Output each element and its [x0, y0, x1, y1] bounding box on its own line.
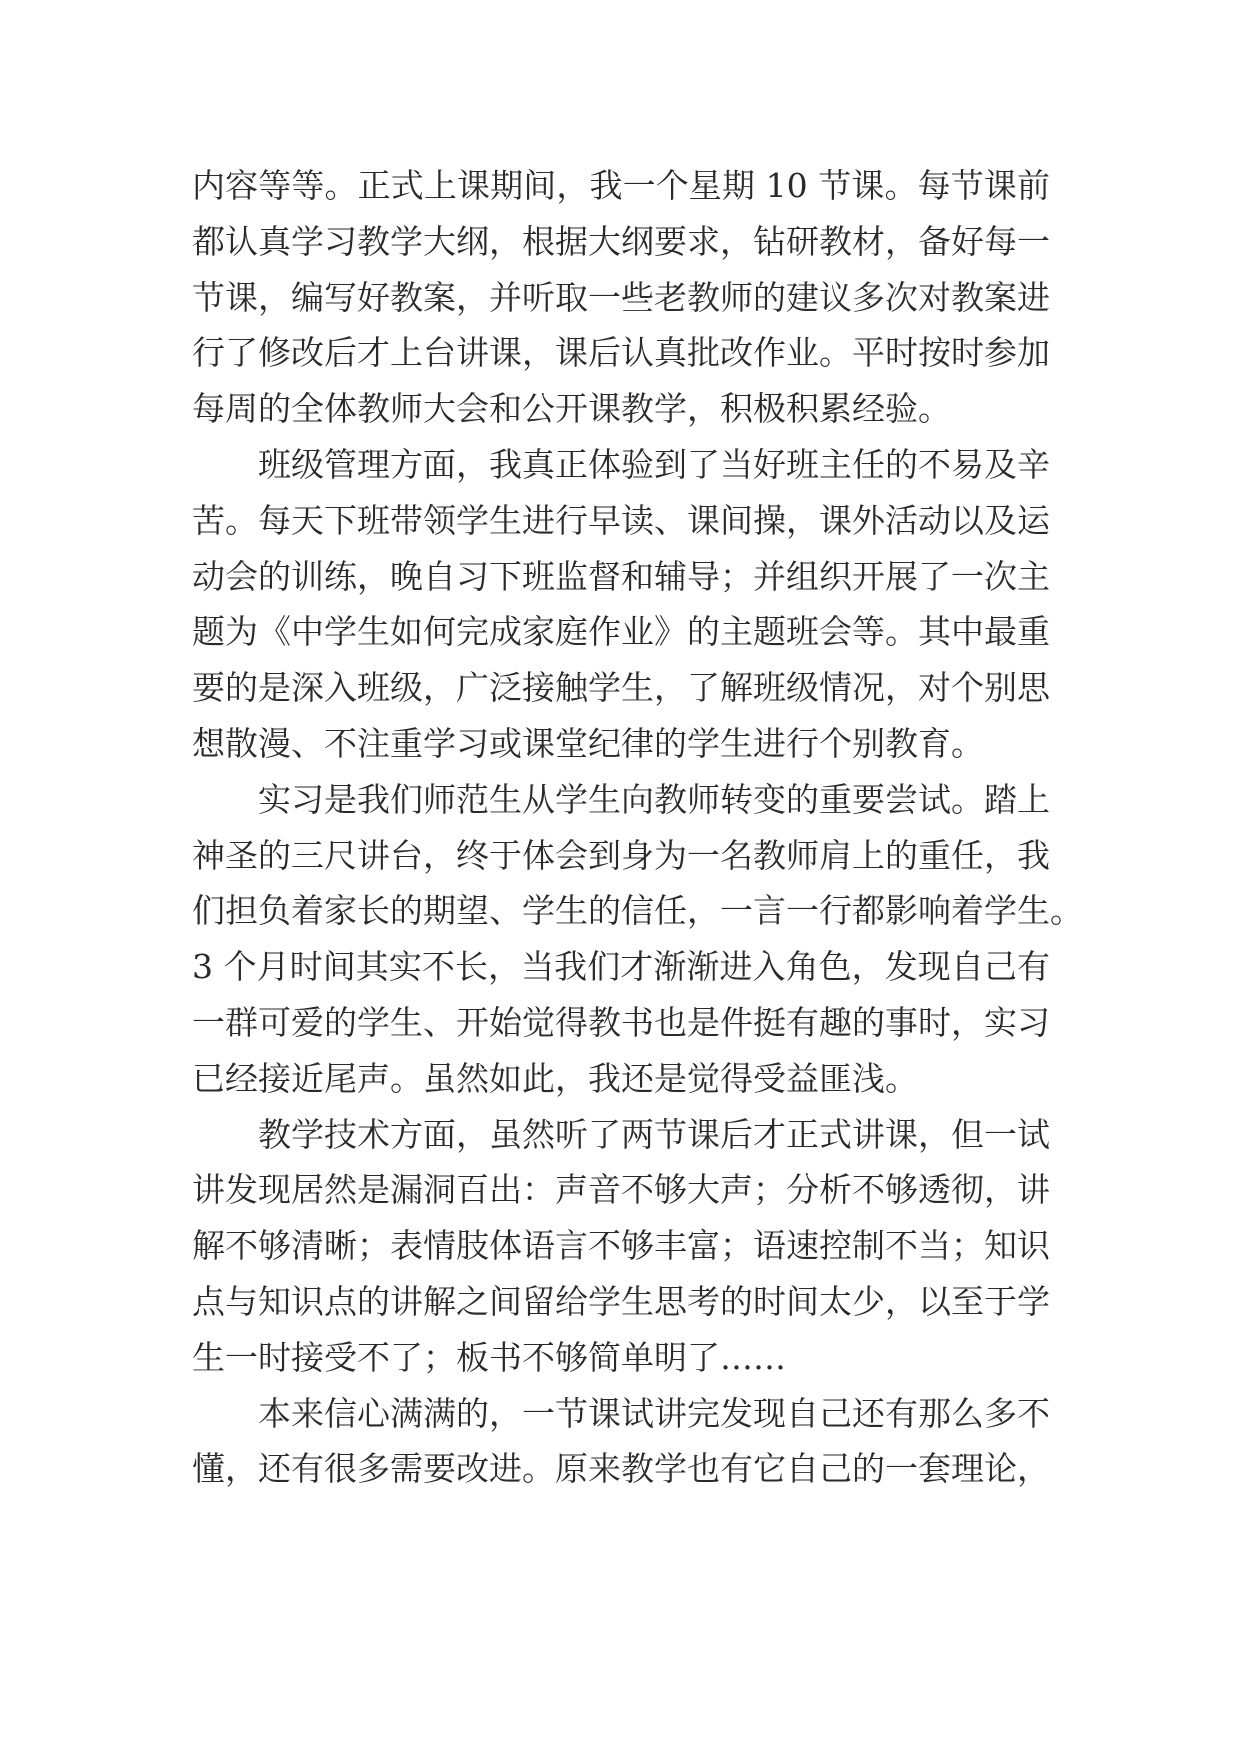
text-line: 已经接近尾声。虽然如此，我还是觉得受益匪浅。: [192, 1058, 918, 1098]
text-line: 想散漫、不注重学习或课堂纪律的学生进行个别教育。: [192, 723, 984, 763]
text-line: 每周的全体教师大会和公开课教学，积极积累经验。: [192, 389, 951, 429]
text-line: 都认真学习教学大纲，根据大纲要求，钻研教材，备好每一: [192, 221, 1050, 261]
text-line: 点与知识点的讲解之间留给学生思考的时间太少，以至于学: [192, 1281, 1050, 1321]
text-line: 3 个月时间其实不长，当我们才渐渐进入角色，发现自己有: [192, 947, 1050, 987]
text-line: 题为《中学生如何完成家庭作业》的主题班会等。其中最重: [192, 612, 1050, 652]
paragraph-first-line: 实习是我们师范生从学生向教师转变的重要尝试。踏上: [258, 779, 1050, 819]
text-line: 们担负着家长的期望、学生的信任，一言一行都影响着学生。: [192, 891, 1083, 931]
text-line: 讲发现居然是漏洞百出：声音不够大声；分析不够透彻，讲: [192, 1170, 1050, 1210]
text-line: 一群可爱的学生、开始觉得教书也是件挺有趣的事时，实习: [192, 1002, 1050, 1042]
text-line: 内容等等。正式上课期间，我一个星期 10 节课。每节课前: [192, 166, 1050, 205]
paragraph-first-line: 本来信心满满的，一节课试讲完发现自己还有那么多不: [258, 1393, 1050, 1433]
text-line: 节课，编写好教案，并听取一些老教师的建议多次对教案进: [192, 277, 1050, 317]
text-line: 解不够清晰；表情肢体语言不够丰富；语速控制不当；知识: [192, 1226, 1050, 1266]
paragraph-first-line: 班级管理方面，我真正体验到了当好班主任的不易及辛: [258, 444, 1050, 484]
text-line: 生一时接受不了；板书不够简单明了……: [192, 1337, 786, 1377]
text-line: 懂，还有很多需要改进。原来教学也有它自己的一套理论，: [192, 1449, 1050, 1489]
paragraph-first-line: 教学技术方面，虽然听了两节课后才正式讲课，但一试: [258, 1114, 1050, 1154]
text-line: 行了修改后才上台讲课，课后认真批改作业。平时按时参加: [192, 333, 1050, 373]
text-line: 苦。每天下班带领学生进行早读、课间操，课外活动以及运: [192, 500, 1050, 540]
text-line: 神圣的三尺讲台，终于体会到身为一名教师肩上的重任，我: [192, 835, 1050, 875]
body-text: [192, 158, 1083, 1497]
text-line: 要的是深入班级，广泛接触学生，了解班级情况，对个别思: [192, 668, 1050, 708]
text-line: 动会的训练，晚自习下班监督和辅导；并组织开展了一次主: [192, 556, 1050, 596]
